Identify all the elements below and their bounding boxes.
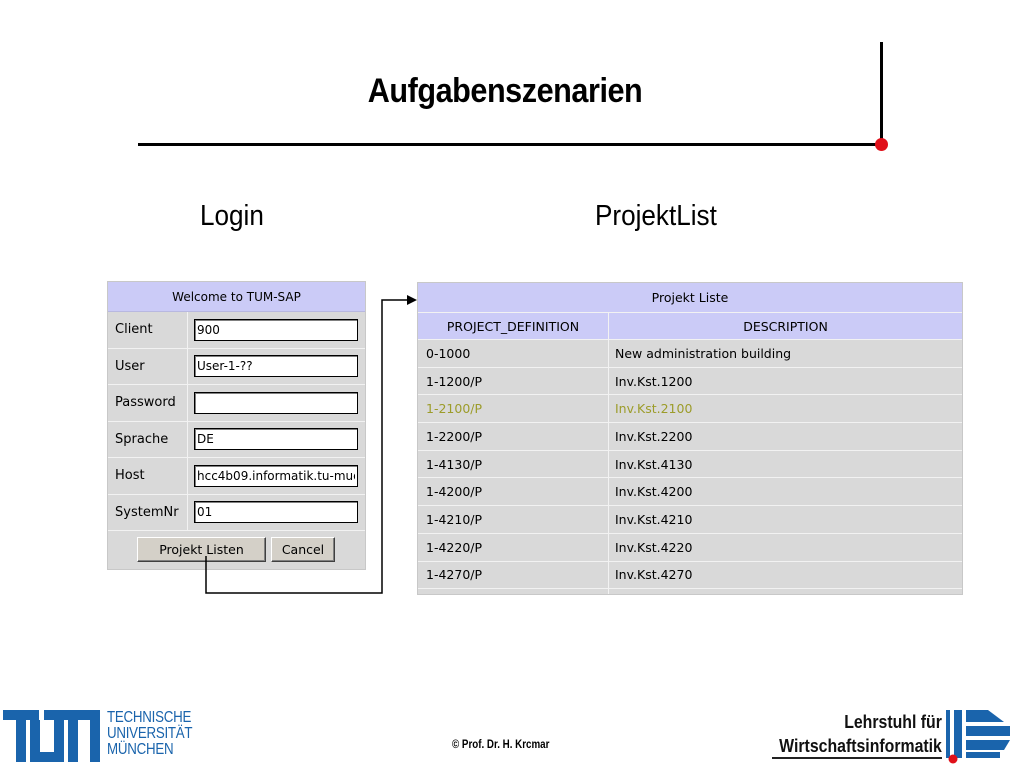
description-cell: Inv.Kst.2200 <box>615 428 693 444</box>
copyright-text: © Prof. Dr. H. Krcmar <box>452 739 550 751</box>
project-definition-cell <box>418 589 609 595</box>
table-row[interactable] <box>418 506 962 534</box>
project-definition-cell: 1-4130/P <box>418 451 609 478</box>
login-row-client <box>108 312 365 349</box>
user-input[interactable] <box>194 355 358 377</box>
project-definition-cell: 1-2100/P <box>418 395 609 422</box>
user-label: User <box>108 349 188 385</box>
tum-line-1: TECHNISCHE <box>107 709 192 726</box>
table-row-partial <box>418 589 962 595</box>
description-cell: Inv.Kst.2100 <box>615 401 693 417</box>
project-definition-cell: 1-4210/P <box>418 506 609 533</box>
systemnr-input[interactable] <box>194 501 358 523</box>
host-label: Host <box>108 458 188 494</box>
tum-logo-icon <box>3 710 103 762</box>
projektlist-caption: ProjektList <box>595 200 717 232</box>
title-underline <box>138 143 882 146</box>
login-form <box>107 281 366 570</box>
chair-line-2: Wirtschaftsinformatik <box>779 736 942 756</box>
login-row-password <box>108 385 365 422</box>
description-cell: Inv.Kst.4270 <box>615 567 693 583</box>
lehrstuhl-logo-icon <box>944 706 1019 764</box>
sprache-label: Sprache <box>108 422 188 458</box>
table-row[interactable] <box>418 423 962 451</box>
tum-wordmark <box>107 710 192 758</box>
chair-underline <box>772 757 942 759</box>
table-header-row <box>418 313 962 340</box>
projekt-list-table <box>417 282 963 595</box>
project-definition-cell: 1-4220/P <box>418 534 609 561</box>
cancel-button[interactable]: Cancel <box>271 537 335 562</box>
table-row[interactable] <box>418 368 962 396</box>
password-input[interactable] <box>194 392 358 414</box>
table-row[interactable] <box>418 534 962 562</box>
table-row[interactable] <box>418 562 962 590</box>
table-row-highlighted[interactable] <box>418 395 962 423</box>
description-cell: Inv.Kst.4130 <box>615 456 693 472</box>
tum-line-2: UNIVERSITÄT <box>107 725 193 742</box>
systemnr-label: SystemNr <box>108 495 188 531</box>
description-cell: New administration building <box>615 345 792 361</box>
title-vertical-rule <box>880 42 883 144</box>
chair-line-1: Lehrstuhl für <box>844 712 942 732</box>
project-definition-cell: 1-2200/P <box>418 423 609 450</box>
projekt-listen-button[interactable]: Projekt Listen <box>137 537 266 562</box>
password-label: Password <box>108 385 188 421</box>
column-header-project-definition: PROJECT_DEFINITION <box>418 313 609 339</box>
login-caption: Login <box>200 200 264 232</box>
description-cell: Inv.Kst.4200 <box>615 484 693 500</box>
column-header-description: DESCRIPTION <box>743 318 828 334</box>
client-input[interactable] <box>194 319 358 341</box>
chair-name <box>779 710 942 758</box>
client-label: Client <box>108 312 188 348</box>
description-cell: Inv.Kst.4220 <box>615 539 693 555</box>
table-row[interactable] <box>418 451 962 479</box>
login-row-sprache <box>108 422 365 459</box>
login-row-systemnr <box>108 495 365 532</box>
project-definition-cell: 1-4270/P <box>418 562 609 589</box>
table-row[interactable] <box>418 478 962 506</box>
red-dot-icon <box>875 138 888 151</box>
projekt-list-title: Projekt Liste <box>418 283 962 313</box>
project-definition-cell: 1-4200/P <box>418 478 609 505</box>
slide-title: Aufgabenszenarien <box>367 72 643 110</box>
login-header: Welcome to TUM-SAP <box>108 282 365 312</box>
login-row-user <box>108 349 365 386</box>
description-cell <box>609 589 962 595</box>
login-button-row <box>108 531 365 568</box>
project-definition-cell: 0-1000 <box>418 340 609 367</box>
login-row-host <box>108 458 365 495</box>
description-cell: Inv.Kst.1200 <box>615 373 693 389</box>
tum-line-3: MÜNCHEN <box>107 741 174 758</box>
description-cell: Inv.Kst.4210 <box>615 511 693 527</box>
table-row[interactable] <box>418 340 962 368</box>
sprache-input[interactable] <box>194 428 358 450</box>
project-definition-cell: 1-1200/P <box>418 368 609 395</box>
host-input[interactable] <box>194 465 358 487</box>
